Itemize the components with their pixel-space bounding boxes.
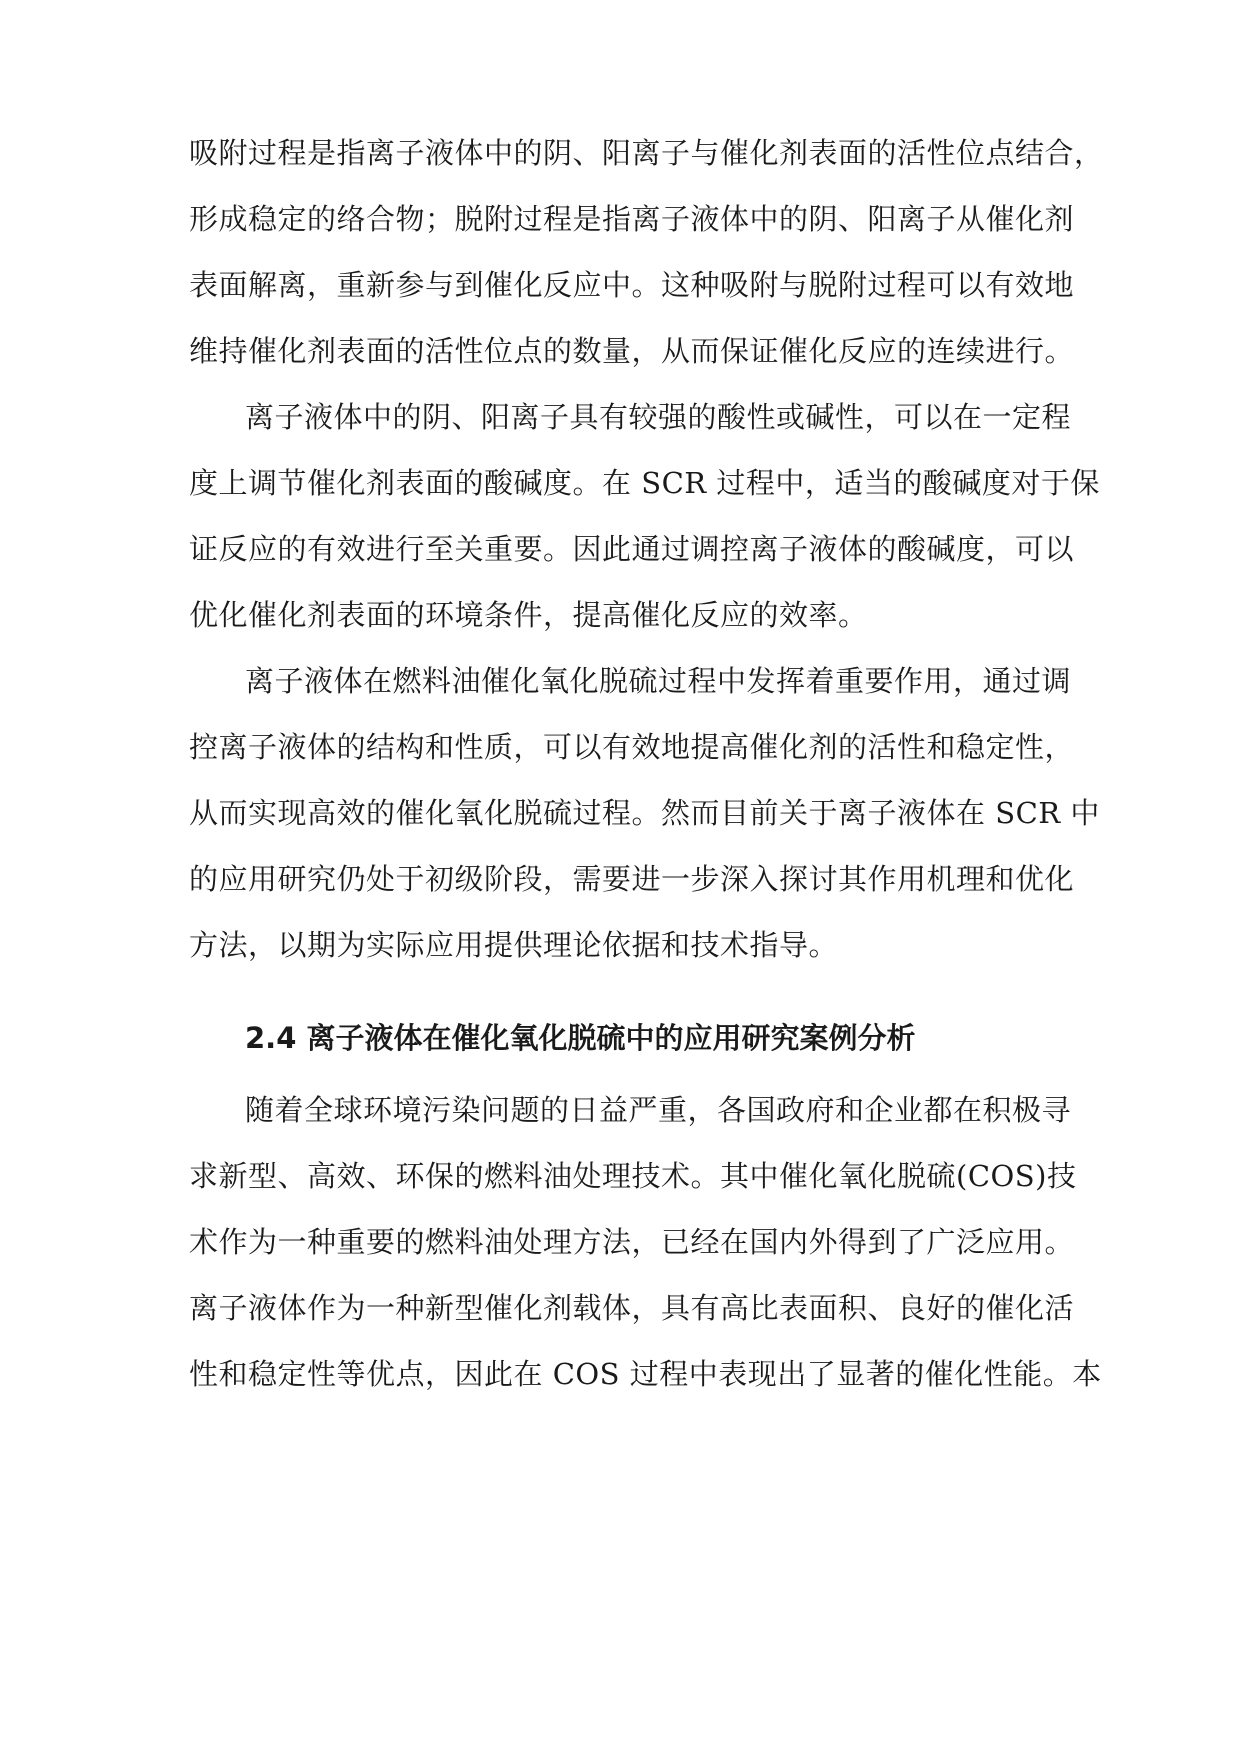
text-line: 方法，以期为实际应用提供理论依据和技术指导。 xyxy=(189,928,839,962)
text-line: 吸附过程是指离子液体中的阴、阳离子与催化剂表面的活性位点结合， xyxy=(189,136,1104,170)
text-line: 证反应的有效进行至关重要。因此通过调控离子液体的酸碱度，可以 xyxy=(189,532,1075,566)
text-line: 求新型、高效、环保的燃料油处理技术。其中催化氧化脱硫(COS)技 xyxy=(189,1159,1077,1193)
text-line: 形成稳定的络合物；脱附过程是指离子液体中的阴、阳离子从催化剂 xyxy=(189,202,1075,236)
text-line: 术作为一种重要的燃料油处理方法，已经在国内外得到了广泛应用。 xyxy=(189,1225,1075,1259)
text-line: 优化催化剂表面的环境条件，提高催化反应的效率。 xyxy=(189,598,868,632)
text-line: 从而实现高效的催化氧化脱硫过程。然而目前关于离子液体在 SCR 中 xyxy=(189,796,1100,830)
text-line: 表面解离，重新参与到催化反应中。这种吸附与脱附过程可以有效地 xyxy=(189,268,1075,302)
text-line: 离子液体在燃料油催化氧化脱硫过程中发挥着重要作用，通过调 xyxy=(245,664,1072,698)
text-line: 的应用研究仍处于初级阶段，需要进一步深入探讨其作用机理和优化 xyxy=(189,862,1075,896)
text-line: 性和稳定性等优点，因此在 COS 过程中表现出了显著的催化性能。本 xyxy=(189,1357,1102,1391)
text-line: 随着全球环境污染问题的日益严重，各国政府和企业都在积极寻 xyxy=(245,1093,1072,1127)
section-heading: 2.4 离子液体在催化氧化脱硫中的应用研究案例分析 xyxy=(245,1021,916,1055)
text-line: 控离子液体的结构和性质，可以有效地提高催化剂的活性和稳定性， xyxy=(189,730,1075,764)
text-line: 度上调节催化剂表面的酸碱度。在 SCR 过程中，适当的酸碱度对于保 xyxy=(189,466,1100,500)
text-line: 离子液体作为一种新型催化剂载体，具有高比表面积、良好的催化活 xyxy=(189,1291,1075,1325)
text-line: 维持催化剂表面的活性位点的数量，从而保证催化反应的连续进行。 xyxy=(189,334,1075,368)
text-line: 离子液体中的阴、阳离子具有较强的酸性或碱性，可以在一定程 xyxy=(245,400,1072,434)
